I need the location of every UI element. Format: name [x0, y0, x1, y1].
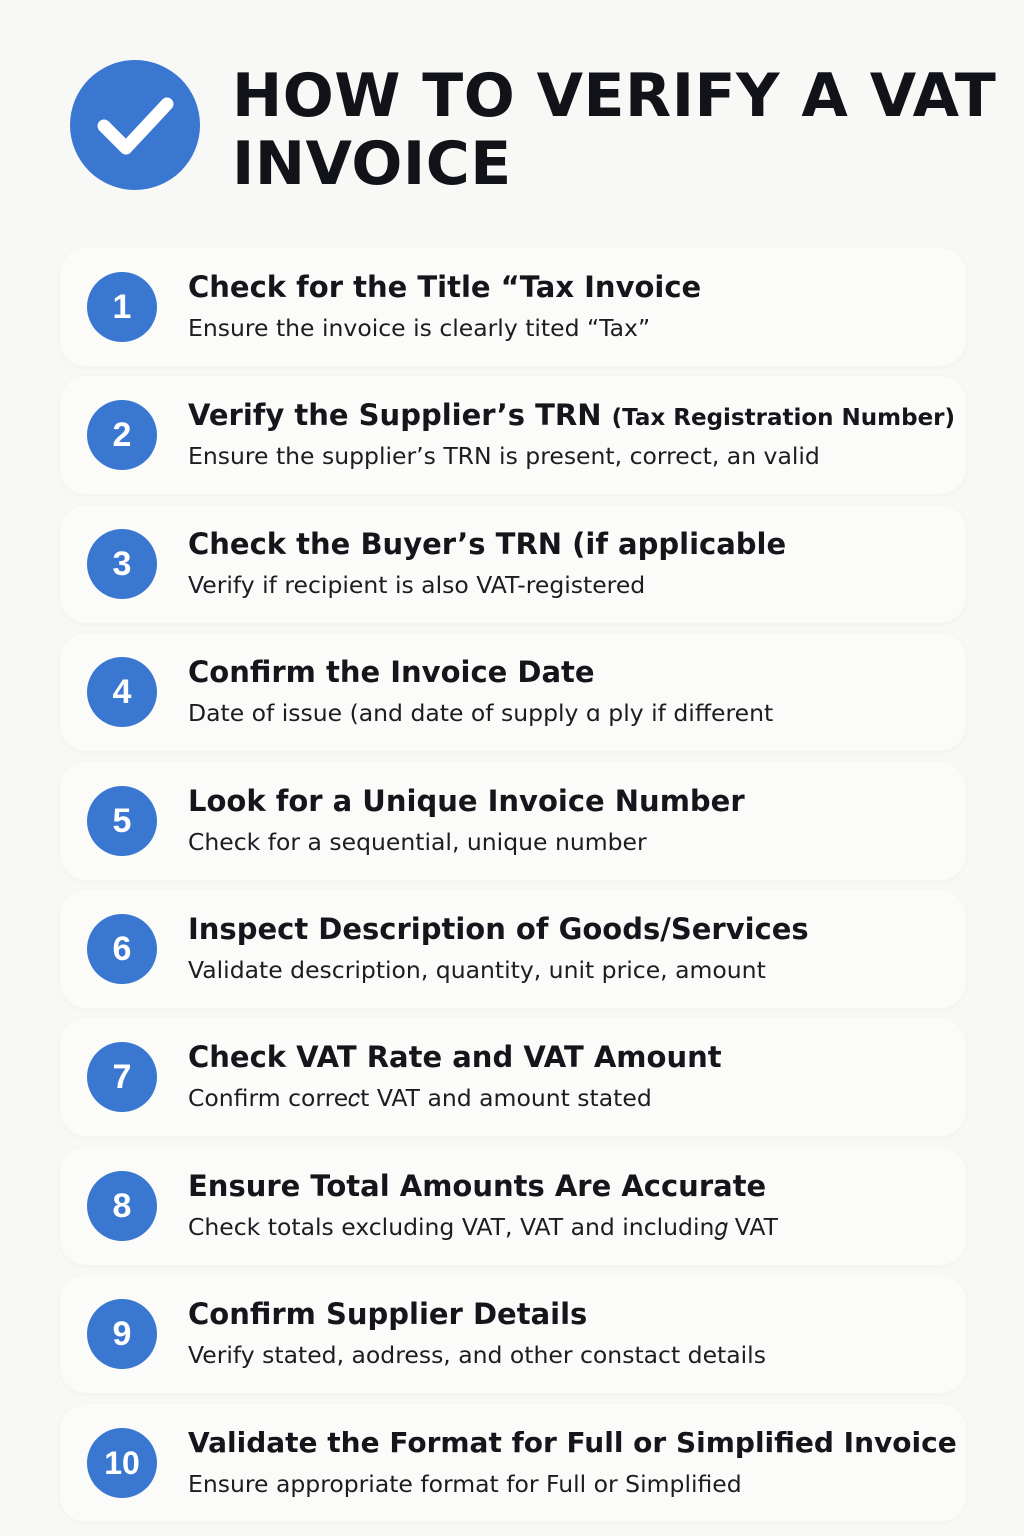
step-title — [188, 1424, 958, 1462]
page-title: HOW TO VERIFY A VAT INVOICE — [232, 61, 997, 199]
step-item — [60, 505, 966, 623]
step-description: Ensure the invoice is clearly tited “Tax” — [188, 314, 651, 342]
step-description: Confirm corre𝑐t VAT and amount stated — [188, 1084, 652, 1113]
step-title-text: Check for the Title “Tax Invoice — [188, 270, 702, 304]
checkmark-icon — [70, 60, 200, 190]
step-title — [188, 396, 958, 437]
step-description: Check for a sequential, unique number — [188, 827, 647, 856]
step-title-text: Check VAT Rate and VAT Amount — [188, 1040, 722, 1075]
step-number-badge: 9 — [87, 1299, 157, 1369]
step-title — [188, 653, 958, 691]
step-number-badge: 8 — [87, 1171, 157, 1241]
step-title — [188, 1038, 958, 1076]
step-title-text: Validate the Format for Full or Simplified Invoice — [188, 1425, 957, 1459]
steps-list — [60, 248, 966, 1532]
step-number-badge: 1 — [87, 272, 157, 342]
step-item — [60, 762, 966, 880]
step-item — [60, 376, 966, 494]
step-description: Ensure appropriate format for Full or Simplified — [188, 1469, 742, 1498]
header — [0, 0, 1024, 230]
step-description: Check totals excluding VAT, VAT and includin𝑔 VAT — [188, 1212, 778, 1241]
step-number-badge: 6 — [87, 914, 157, 984]
step-description: Verify stated, aodress, and other constact details — [188, 1341, 766, 1370]
step-item — [60, 1018, 966, 1136]
step-title-text: Verify the Supplier’s TRN — [188, 398, 602, 433]
step-item — [60, 633, 966, 751]
step-number-badge: 7 — [87, 1042, 157, 1112]
step-title-text: Confirm the Invoice Date — [188, 655, 595, 690]
step-title — [188, 1295, 958, 1333]
step-title — [188, 268, 958, 306]
step-title-text: Confirm Supplier Details — [188, 1297, 588, 1332]
step-number-badge: 5 — [87, 786, 157, 856]
step-title-text: Look for a Unique Invoice Number — [188, 783, 745, 818]
step-description: Ensure the supplier’s TRN is present, correct, an valid — [188, 442, 820, 471]
step-title-text: Inspect Description of Goods/Services — [188, 911, 809, 946]
step-title-subtext: (Tax Registration Number) — [611, 405, 956, 432]
step-number-badge: 10 — [87, 1428, 157, 1498]
step-item — [60, 248, 966, 366]
step-item — [60, 1275, 966, 1393]
step-number-badge: 2 — [87, 400, 157, 470]
step-item — [60, 890, 966, 1008]
step-title — [188, 910, 958, 948]
step-description: Verify if recipient is also VAT-registered — [188, 570, 646, 599]
step-number-badge: 3 — [87, 529, 157, 599]
check-badge — [70, 60, 200, 190]
step-title — [188, 525, 958, 563]
step-item — [60, 1404, 966, 1522]
step-title-text: Ensure Total Amounts Are Accurate — [188, 1168, 767, 1203]
step-number-badge: 4 — [87, 657, 157, 727]
step-description: Date of issue (and date of supply ɑ ply if different — [188, 699, 774, 728]
step-description: Validate description, quantity, unit price, amount — [188, 955, 766, 984]
step-title — [188, 782, 958, 820]
step-title — [188, 1167, 958, 1205]
step-title-text: Check the Buyer’s TRN (if applicable — [188, 526, 787, 561]
step-item — [60, 1147, 966, 1265]
